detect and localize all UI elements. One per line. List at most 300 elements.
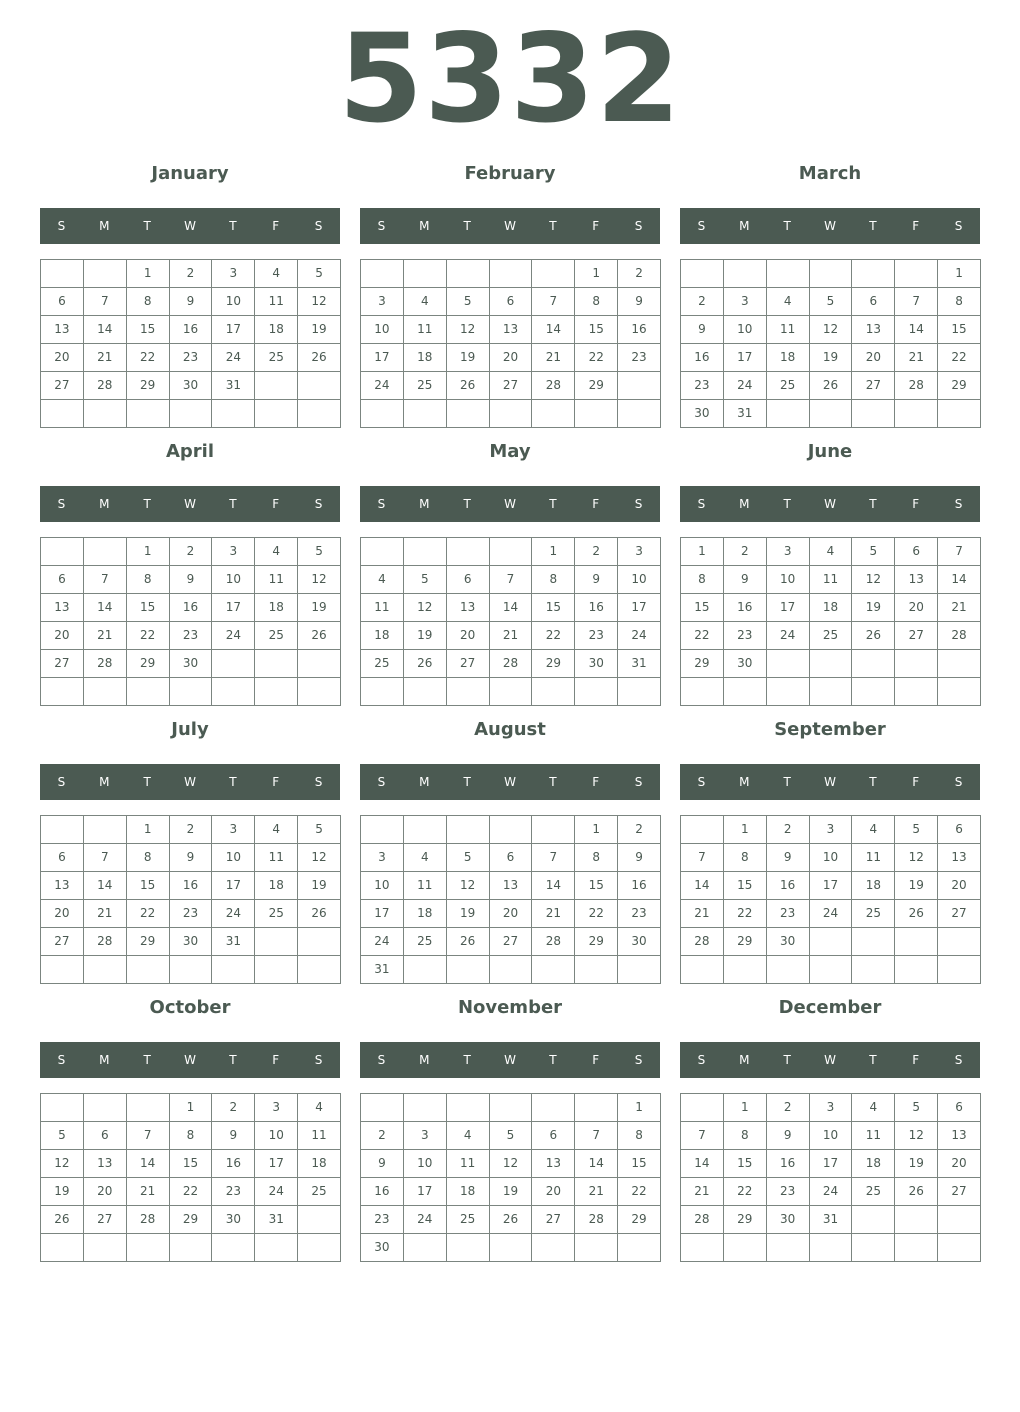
weekday-label: M — [419, 775, 430, 789]
day-cell: 12 — [810, 316, 853, 344]
empty-cell — [852, 260, 895, 288]
day-cell: 25 — [852, 1178, 895, 1206]
day-cell: 25 — [810, 622, 853, 650]
day-cell: 23 — [618, 344, 661, 372]
empty-cell — [532, 1234, 575, 1262]
weekday-label: M — [739, 219, 750, 233]
day-cell: 22 — [724, 900, 767, 928]
day-cell: 24 — [255, 1178, 298, 1206]
weekday-label: S — [634, 219, 643, 233]
empty-cell — [618, 372, 661, 400]
day-grid — [360, 537, 661, 706]
day-cell: 31 — [212, 928, 255, 956]
weekday-label: F — [272, 497, 280, 511]
empty-cell — [298, 928, 341, 956]
day-cell: 25 — [767, 372, 810, 400]
weekday-label: T — [143, 219, 151, 233]
weekday-header — [680, 764, 980, 800]
month-name: May — [489, 441, 531, 462]
empty-cell — [895, 650, 938, 678]
day-cell: 16 — [212, 1150, 255, 1178]
weekday-label: M — [739, 775, 750, 789]
weekday-label: S — [377, 497, 386, 511]
day-cell: 10 — [212, 288, 255, 316]
empty-cell — [767, 1234, 810, 1262]
day-cell: 25 — [404, 372, 447, 400]
month-name: February — [464, 163, 556, 184]
empty-cell — [852, 678, 895, 706]
day-cell: 27 — [895, 622, 938, 650]
day-cell: 7 — [575, 1122, 618, 1150]
day-cell: 19 — [810, 344, 853, 372]
empty-cell — [127, 1094, 170, 1122]
day-cell: 29 — [575, 372, 618, 400]
day-cell: 4 — [852, 1094, 895, 1122]
empty-cell — [490, 816, 533, 844]
empty-cell — [447, 956, 490, 984]
empty-cell — [298, 678, 341, 706]
day-cell: 4 — [361, 566, 404, 594]
empty-cell — [852, 928, 895, 956]
empty-cell — [852, 650, 895, 678]
day-cell: 9 — [618, 288, 661, 316]
day-cell: 22 — [938, 344, 981, 372]
weekday-label: M — [99, 219, 110, 233]
day-cell: 20 — [447, 622, 490, 650]
day-cell: 2 — [618, 260, 661, 288]
weekday-label: M — [99, 497, 110, 511]
weekday-label: S — [314, 497, 323, 511]
day-cell: 13 — [895, 566, 938, 594]
day-cell: 6 — [447, 566, 490, 594]
day-cell: 25 — [447, 1206, 490, 1234]
empty-cell — [681, 1094, 724, 1122]
day-cell: 19 — [895, 872, 938, 900]
day-cell: 31 — [361, 956, 404, 984]
day-cell: 13 — [41, 872, 84, 900]
empty-cell — [298, 1206, 341, 1234]
day-cell: 29 — [170, 1206, 213, 1234]
empty-cell — [618, 1234, 661, 1262]
day-cell: 23 — [681, 372, 724, 400]
day-cell: 28 — [895, 372, 938, 400]
day-cell: 5 — [852, 538, 895, 566]
day-cell: 27 — [938, 1178, 981, 1206]
weekday-label: S — [697, 775, 706, 789]
weekday-label: W — [184, 219, 196, 233]
weekday-label: S — [954, 497, 963, 511]
day-cell: 26 — [852, 622, 895, 650]
day-cell: 8 — [938, 288, 981, 316]
day-cell: 9 — [767, 844, 810, 872]
day-cell: 31 — [810, 1206, 853, 1234]
day-cell: 26 — [404, 650, 447, 678]
weekday-label: W — [184, 497, 196, 511]
weekday-label: F — [592, 1053, 600, 1067]
day-cell: 1 — [575, 260, 618, 288]
day-cell: 1 — [724, 1094, 767, 1122]
empty-cell — [255, 400, 298, 428]
empty-cell — [895, 928, 938, 956]
empty-cell — [41, 260, 84, 288]
empty-cell — [575, 1094, 618, 1122]
day-cell: 5 — [810, 288, 853, 316]
empty-cell — [895, 1206, 938, 1234]
empty-cell — [41, 538, 84, 566]
day-cell: 18 — [255, 316, 298, 344]
day-cell: 24 — [618, 622, 661, 650]
weekday-header — [680, 1042, 980, 1078]
day-grid — [680, 1093, 981, 1262]
empty-cell — [404, 538, 447, 566]
empty-cell — [618, 400, 661, 428]
day-cell: 16 — [618, 872, 661, 900]
day-cell: 10 — [255, 1122, 298, 1150]
day-cell: 22 — [532, 622, 575, 650]
day-cell: 4 — [404, 288, 447, 316]
day-cell: 26 — [447, 928, 490, 956]
day-cell: 4 — [447, 1122, 490, 1150]
day-cell: 6 — [490, 844, 533, 872]
day-cell: 29 — [127, 650, 170, 678]
day-cell: 7 — [84, 844, 127, 872]
weekday-label: F — [912, 775, 920, 789]
day-cell: 24 — [810, 1178, 853, 1206]
day-cell: 21 — [895, 344, 938, 372]
month-name: December — [778, 997, 882, 1018]
weekday-header — [40, 208, 340, 244]
day-cell: 14 — [84, 316, 127, 344]
day-cell: 20 — [41, 344, 84, 372]
day-cell: 20 — [532, 1178, 575, 1206]
empty-cell — [41, 400, 84, 428]
day-cell: 28 — [681, 1206, 724, 1234]
day-cell: 20 — [41, 900, 84, 928]
day-cell: 24 — [212, 622, 255, 650]
day-cell: 8 — [575, 844, 618, 872]
empty-cell — [41, 956, 84, 984]
day-cell: 13 — [41, 316, 84, 344]
weekday-label: T — [869, 775, 877, 789]
day-cell: 6 — [84, 1122, 127, 1150]
day-cell: 22 — [170, 1178, 213, 1206]
day-cell: 2 — [681, 288, 724, 316]
day-cell: 8 — [681, 566, 724, 594]
day-cell: 17 — [361, 900, 404, 928]
day-cell: 26 — [447, 372, 490, 400]
day-cell: 3 — [767, 538, 810, 566]
day-cell: 30 — [767, 1206, 810, 1234]
day-cell: 20 — [852, 344, 895, 372]
day-cell: 28 — [84, 928, 127, 956]
day-cell: 9 — [618, 844, 661, 872]
day-cell: 14 — [681, 1150, 724, 1178]
day-cell: 26 — [810, 372, 853, 400]
empty-cell — [938, 928, 981, 956]
day-cell: 14 — [490, 594, 533, 622]
day-cell: 5 — [298, 816, 341, 844]
weekday-label: W — [824, 497, 836, 511]
day-cell: 7 — [84, 566, 127, 594]
day-cell: 23 — [767, 900, 810, 928]
weekday-label: W — [824, 219, 836, 233]
day-cell: 26 — [895, 900, 938, 928]
day-cell: 18 — [404, 900, 447, 928]
day-cell: 16 — [170, 594, 213, 622]
empty-cell — [490, 260, 533, 288]
empty-cell — [298, 956, 341, 984]
weekday-label: T — [229, 497, 237, 511]
day-cell: 12 — [852, 566, 895, 594]
month-name: October — [149, 997, 231, 1018]
empty-cell — [895, 678, 938, 706]
day-cell: 29 — [127, 928, 170, 956]
month-name: September — [774, 719, 886, 740]
day-cell: 28 — [938, 622, 981, 650]
day-cell: 5 — [895, 816, 938, 844]
empty-cell — [404, 260, 447, 288]
day-cell: 31 — [618, 650, 661, 678]
day-cell: 14 — [532, 316, 575, 344]
empty-cell — [212, 650, 255, 678]
day-cell: 8 — [575, 288, 618, 316]
day-cell: 2 — [575, 538, 618, 566]
weekday-label: S — [57, 219, 66, 233]
day-cell: 28 — [681, 928, 724, 956]
empty-cell — [447, 538, 490, 566]
day-cell: 5 — [404, 566, 447, 594]
weekday-label: F — [272, 775, 280, 789]
weekday-label: S — [377, 1053, 386, 1067]
day-cell: 7 — [532, 288, 575, 316]
day-cell: 9 — [724, 566, 767, 594]
day-cell: 5 — [490, 1122, 533, 1150]
empty-cell — [724, 678, 767, 706]
day-cell: 17 — [212, 316, 255, 344]
empty-cell — [361, 1094, 404, 1122]
day-cell: 30 — [575, 650, 618, 678]
day-cell: 10 — [404, 1150, 447, 1178]
day-cell: 21 — [127, 1178, 170, 1206]
weekday-label: F — [592, 497, 600, 511]
day-cell: 24 — [810, 900, 853, 928]
empty-cell — [618, 678, 661, 706]
empty-cell — [681, 1234, 724, 1262]
year-title: 5332 — [338, 8, 682, 150]
day-cell: 14 — [575, 1150, 618, 1178]
month-name: November — [457, 997, 563, 1018]
weekday-label: M — [99, 1053, 110, 1067]
day-cell: 4 — [852, 816, 895, 844]
day-cell: 20 — [938, 872, 981, 900]
day-cell: 1 — [127, 816, 170, 844]
weekday-label: S — [954, 219, 963, 233]
empty-cell — [447, 816, 490, 844]
day-cell: 12 — [298, 844, 341, 872]
weekday-header — [360, 486, 660, 522]
weekday-label: S — [57, 1053, 66, 1067]
day-cell: 26 — [490, 1206, 533, 1234]
day-cell: 9 — [170, 566, 213, 594]
weekday-label: T — [229, 775, 237, 789]
day-cell: 23 — [170, 900, 213, 928]
day-cell: 11 — [255, 288, 298, 316]
day-cell: 8 — [532, 566, 575, 594]
empty-cell — [447, 1094, 490, 1122]
weekday-label: M — [419, 219, 430, 233]
day-cell: 7 — [532, 844, 575, 872]
day-cell: 20 — [490, 900, 533, 928]
day-cell: 19 — [298, 316, 341, 344]
day-cell: 20 — [490, 344, 533, 372]
empty-cell — [127, 956, 170, 984]
day-cell: 19 — [41, 1178, 84, 1206]
weekday-header — [40, 486, 340, 522]
day-cell: 22 — [618, 1178, 661, 1206]
weekday-label: W — [504, 219, 516, 233]
day-cell: 30 — [361, 1234, 404, 1262]
empty-cell — [895, 1234, 938, 1262]
day-cell: 18 — [852, 872, 895, 900]
day-cell: 23 — [170, 622, 213, 650]
day-cell: 28 — [127, 1206, 170, 1234]
weekday-label: W — [184, 775, 196, 789]
day-cell: 21 — [532, 900, 575, 928]
day-cell: 25 — [852, 900, 895, 928]
month-name: June — [807, 441, 853, 462]
day-cell: 18 — [810, 594, 853, 622]
weekday-label: T — [143, 1053, 151, 1067]
day-cell: 30 — [767, 928, 810, 956]
day-cell: 12 — [447, 872, 490, 900]
day-cell: 1 — [681, 538, 724, 566]
weekday-label: M — [99, 775, 110, 789]
empty-cell — [212, 400, 255, 428]
day-cell: 12 — [895, 844, 938, 872]
day-cell: 2 — [170, 538, 213, 566]
day-cell: 2 — [212, 1094, 255, 1122]
day-cell: 19 — [895, 1150, 938, 1178]
day-grid — [360, 815, 661, 984]
empty-cell — [618, 956, 661, 984]
day-cell: 29 — [618, 1206, 661, 1234]
day-cell: 31 — [255, 1206, 298, 1234]
day-cell: 8 — [724, 844, 767, 872]
day-grid — [40, 815, 341, 984]
weekday-label: W — [824, 775, 836, 789]
day-cell: 28 — [532, 928, 575, 956]
day-cell: 16 — [170, 872, 213, 900]
day-cell: 25 — [404, 928, 447, 956]
weekday-header — [680, 486, 980, 522]
day-cell: 16 — [767, 872, 810, 900]
day-cell: 3 — [212, 816, 255, 844]
empty-cell — [852, 1234, 895, 1262]
empty-cell — [41, 1094, 84, 1122]
empty-cell — [361, 816, 404, 844]
day-cell: 29 — [127, 372, 170, 400]
weekday-label: T — [783, 775, 791, 789]
day-cell: 14 — [532, 872, 575, 900]
day-cell: 6 — [532, 1122, 575, 1150]
weekday-header — [360, 1042, 660, 1078]
weekday-header — [360, 764, 660, 800]
day-cell: 11 — [852, 844, 895, 872]
weekday-label: S — [314, 775, 323, 789]
empty-cell — [84, 260, 127, 288]
weekday-label: S — [634, 497, 643, 511]
empty-cell — [490, 1234, 533, 1262]
day-cell: 10 — [810, 844, 853, 872]
day-grid — [360, 259, 661, 428]
day-cell: 5 — [447, 844, 490, 872]
empty-cell — [810, 400, 853, 428]
day-cell: 3 — [404, 1122, 447, 1150]
weekday-label: T — [463, 1053, 471, 1067]
empty-cell — [84, 400, 127, 428]
day-cell: 5 — [895, 1094, 938, 1122]
day-cell: 29 — [575, 928, 618, 956]
day-cell: 16 — [724, 594, 767, 622]
empty-cell — [41, 816, 84, 844]
day-cell: 4 — [404, 844, 447, 872]
empty-cell — [490, 678, 533, 706]
day-cell: 17 — [404, 1178, 447, 1206]
weekday-label: M — [419, 497, 430, 511]
empty-cell — [84, 956, 127, 984]
day-cell: 14 — [84, 594, 127, 622]
day-cell: 12 — [447, 316, 490, 344]
weekday-label: T — [229, 1053, 237, 1067]
day-cell: 7 — [681, 844, 724, 872]
day-cell: 14 — [895, 316, 938, 344]
day-cell: 20 — [41, 622, 84, 650]
day-cell: 9 — [170, 288, 213, 316]
day-cell: 19 — [404, 622, 447, 650]
empty-cell — [532, 956, 575, 984]
empty-cell — [255, 650, 298, 678]
day-cell: 4 — [767, 288, 810, 316]
day-cell: 11 — [852, 1122, 895, 1150]
day-cell: 24 — [361, 372, 404, 400]
weekday-label: T — [783, 497, 791, 511]
day-cell: 21 — [490, 622, 533, 650]
day-cell: 16 — [681, 344, 724, 372]
weekday-label: F — [592, 219, 600, 233]
empty-cell — [852, 1206, 895, 1234]
day-cell: 10 — [212, 566, 255, 594]
day-cell: 29 — [681, 650, 724, 678]
empty-cell — [212, 678, 255, 706]
day-cell: 4 — [255, 538, 298, 566]
empty-cell — [255, 372, 298, 400]
day-cell: 22 — [724, 1178, 767, 1206]
empty-cell — [490, 400, 533, 428]
day-cell: 7 — [84, 288, 127, 316]
day-cell: 12 — [404, 594, 447, 622]
day-cell: 8 — [724, 1122, 767, 1150]
day-grid — [360, 1093, 661, 1262]
day-cell: 17 — [255, 1150, 298, 1178]
day-cell: 17 — [810, 1150, 853, 1178]
empty-cell — [84, 816, 127, 844]
day-cell: 14 — [681, 872, 724, 900]
day-cell: 7 — [895, 288, 938, 316]
day-cell: 8 — [170, 1122, 213, 1150]
day-cell: 19 — [447, 344, 490, 372]
day-cell: 25 — [361, 650, 404, 678]
weekday-label: S — [697, 497, 706, 511]
